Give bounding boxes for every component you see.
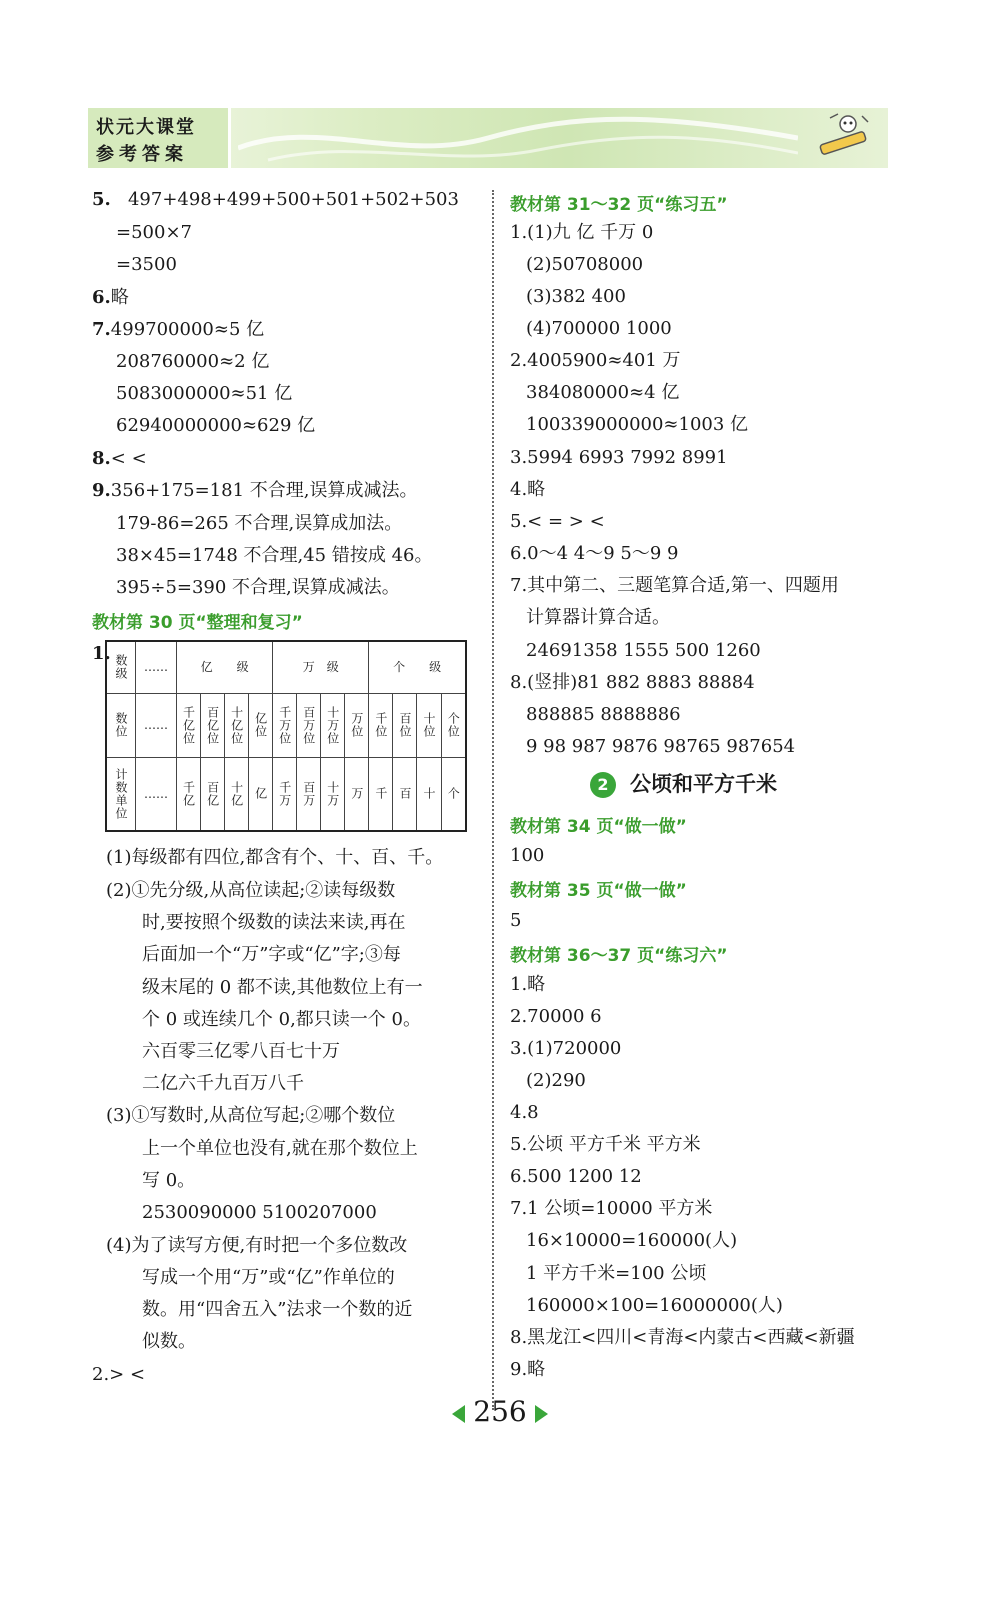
- answer-2: 2.> <: [92, 1364, 146, 1385]
- brand-title: 状元大课堂: [96, 117, 196, 138]
- table-cell: 千万位: [273, 693, 297, 757]
- answer-1-part4-line1: (4)为了读写方便,有时把一个多位数改: [106, 1235, 408, 1256]
- triangle-left-icon: [452, 1405, 465, 1423]
- section-heading-p30: 教材第 30 页“整理和复习”: [92, 613, 303, 633]
- table-cell: 亿: [249, 757, 273, 831]
- s-answer-9: 9.略: [510, 1359, 546, 1380]
- r-answer-2-line1: 2.4005900≈401 万: [510, 350, 681, 371]
- table-cell: 百位: [393, 693, 417, 757]
- answer-6: 6.略: [92, 287, 129, 308]
- table-cell: 千位: [369, 693, 393, 757]
- table-cell: 百亿位: [201, 693, 225, 757]
- table-cell: 个: [441, 757, 466, 831]
- table-row: [106, 693, 466, 757]
- table-cell: 个位: [441, 693, 466, 757]
- table-cell: 百: [393, 757, 417, 831]
- r-answer-8-line2: 888885 8888886: [526, 704, 681, 725]
- table-cell: 十亿位: [225, 693, 249, 757]
- table-cell: 十位: [417, 693, 441, 757]
- answer-1-part4-line4: 似数。: [142, 1331, 196, 1352]
- s-answer-7-line1: 7.1 公顷=10000 平方米: [510, 1198, 713, 1219]
- s-answer-8: 8.黑龙江<四川<青海<内蒙古<西藏<新疆: [510, 1327, 855, 1348]
- table-row: [106, 641, 466, 693]
- answer-7-line4: 62940000000≈629 亿: [116, 415, 316, 436]
- answer-9-line1: 9.356+175=181 不合理,误算成减法。: [92, 480, 418, 501]
- s-answer-2: 2.70000 6: [510, 1006, 602, 1027]
- answer-5-line1: 5. 497+498+499+500+501+502+503: [92, 189, 459, 210]
- p34-answer: 100: [510, 845, 545, 866]
- answer-9-line2: 179-86=265 不合理,误算成加法。: [116, 513, 403, 534]
- answer-7-line1: 7.499700000≈5 亿: [92, 319, 265, 340]
- s-answer-3-line1: 3.(1)720000: [510, 1038, 622, 1059]
- answer-1-part2-line2: 时,要按照个级数的读法来读,再在: [142, 912, 406, 933]
- table-cell-dots: ……: [136, 757, 177, 831]
- r-answer-4: 4.略: [510, 479, 546, 500]
- s-answer-6: 6.500 1200 12: [510, 1166, 642, 1187]
- brand-block: [88, 108, 231, 168]
- table-cell-dots: ……: [136, 641, 177, 693]
- r-answer-7-line3: 24691358 1555 500 1260: [526, 640, 761, 661]
- r-answer-2-line3: 100339000000≈1003 亿: [526, 414, 749, 435]
- answer-1-part2-line1: (2)①先分级,从高位读起;②读每级数: [106, 880, 396, 901]
- page-header-banner: [88, 108, 888, 168]
- s-answer-7-line4: 160000×100=16000000(人): [526, 1295, 783, 1316]
- r-answer-6: 6.0～4 4～9 5～9 9: [510, 543, 679, 564]
- table-cell: 十万: [321, 757, 345, 831]
- answer-1-part3-line2: 上一个单位也没有,就在那个数位上: [142, 1138, 418, 1159]
- answer-1-part3-line4: 2530090000 5100207000: [142, 1202, 377, 1223]
- s-answer-7-line3: 1 平方千米=100 公顷: [526, 1263, 707, 1284]
- s-answer-5: 5.公顷 平方千米 平方米: [510, 1134, 701, 1155]
- section-heading-p31: 教材第 31～32 页“练习五”: [510, 195, 728, 215]
- level-yi: 亿 级: [177, 641, 273, 693]
- r-answer-8-line1: 8.(竖排)81 882 8883 88884: [510, 672, 755, 693]
- row-label-position: 数位: [106, 693, 136, 757]
- table-cell: 万: [345, 757, 369, 831]
- unit-title-text: 公顷和平方千米: [630, 772, 777, 796]
- answer-9-line3: 38×45=1748 不合理,45 错按成 46。: [116, 545, 433, 566]
- answer-1-part1: (1)每级都有四位,都含有个、十、百、千。: [106, 847, 444, 868]
- row-label-level: 数级: [106, 641, 136, 693]
- answer-1-part2-line5: 个 0 或连续几个 0,都只读一个 0。: [142, 1009, 421, 1030]
- table-row: [106, 757, 466, 831]
- section-heading-p35: 教材第 35 页“做一做”: [510, 881, 687, 901]
- s-answer-4: 4.8: [510, 1102, 539, 1123]
- pencil-mascot-icon: [808, 110, 878, 166]
- level-wan: 万 级: [273, 641, 369, 693]
- s-answer-7-line2: 16×10000=160000(人): [526, 1230, 738, 1251]
- section-heading-p36: 教材第 36～37 页“练习六”: [510, 946, 728, 966]
- table-cell: 千: [369, 757, 393, 831]
- answer-5-line2: =500×7: [116, 222, 192, 243]
- table-cell: 万位: [345, 693, 369, 757]
- table-cell: 十: [417, 757, 441, 831]
- p35-answer: 5: [510, 910, 522, 931]
- answer-1-number: 1.: [92, 643, 111, 664]
- table-cell: 千亿位: [177, 693, 201, 757]
- r-answer-7-line1: 7.其中第二、三题笔算合适,第一、四题用: [510, 575, 839, 596]
- level-ge: 个 级: [369, 641, 466, 693]
- answer-1-part2-line7: 二亿六千九百万八千: [142, 1073, 304, 1094]
- brand-subtitle: 参考答案: [96, 144, 188, 165]
- answer-1-part4-line2: 写成一个用“万”或“亿”作单位的: [142, 1267, 395, 1288]
- table-cell: 百万位: [297, 693, 321, 757]
- column-divider: [492, 190, 494, 1410]
- answer-8: 8.< <: [92, 448, 147, 469]
- row-label-unit: 计数单位: [106, 757, 136, 831]
- r-answer-2-line2: 384080000≈4 亿: [526, 382, 680, 403]
- answer-9-line4: 395÷5=390 不合理,误算成减法。: [116, 577, 400, 598]
- answer-1-part2-line3: 后面加一个“万”字或“亿”字;③每: [142, 944, 401, 965]
- unit-number-badge: 2: [590, 772, 616, 798]
- r-answer-1-line2: (2)50708000: [526, 254, 644, 275]
- r-answer-1-line3: (3)382 400: [526, 286, 626, 307]
- r-answer-8-line3: 9 98 987 9876 98765 987654: [526, 736, 796, 757]
- table-cell: 百亿: [201, 757, 225, 831]
- page-number-text: 256: [473, 1395, 527, 1428]
- place-value-table: [105, 640, 467, 832]
- r-answer-1-line1: 1.(1)九 亿 千万 0: [510, 222, 654, 243]
- r-answer-5: 5.< = > <: [510, 511, 605, 532]
- unit-heading: [590, 768, 777, 798]
- s-answer-1: 1.略: [510, 974, 546, 995]
- table-cell: 十万位: [321, 693, 345, 757]
- table-cell: 亿位: [249, 693, 273, 757]
- answer-1-part3-line1: (3)①写数时,从高位写起;②哪个数位: [106, 1105, 396, 1126]
- triangle-right-icon: [535, 1405, 548, 1423]
- answer-7-line2: 208760000≈2 亿: [116, 351, 270, 372]
- answer-7-line3: 5083000000≈51 亿: [116, 383, 293, 404]
- answer-1-part2-line4: 级末尾的 0 都不读,其他数位上有一: [142, 977, 423, 998]
- table-cell: 千万: [273, 757, 297, 831]
- s-answer-3-line2: (2)290: [526, 1070, 586, 1091]
- answer-1-part2-line6: 六百零三亿零八百七十万: [142, 1041, 340, 1062]
- table-cell: 百万: [297, 757, 321, 831]
- wave-decoration-icon: [238, 108, 798, 168]
- table-cell: 千亿: [177, 757, 201, 831]
- r-answer-1-line4: (4)700000 1000: [526, 318, 672, 339]
- answer-1-part3-line3: 写 0。: [142, 1170, 196, 1191]
- answer-5-line3: =3500: [116, 254, 177, 275]
- table-cell: 十亿: [225, 757, 249, 831]
- table-cell-dots: ……: [136, 693, 177, 757]
- r-answer-7-line2: 计算器计算合适。: [526, 607, 670, 628]
- page-number: [0, 1395, 1000, 1428]
- answer-1-part4-line3: 数。用“四舍五入”法求一个数的近: [142, 1299, 413, 1320]
- r-answer-3: 3.5994 6993 7992 8991: [510, 447, 728, 468]
- section-heading-p34: 教材第 34 页“做一做”: [510, 817, 687, 837]
